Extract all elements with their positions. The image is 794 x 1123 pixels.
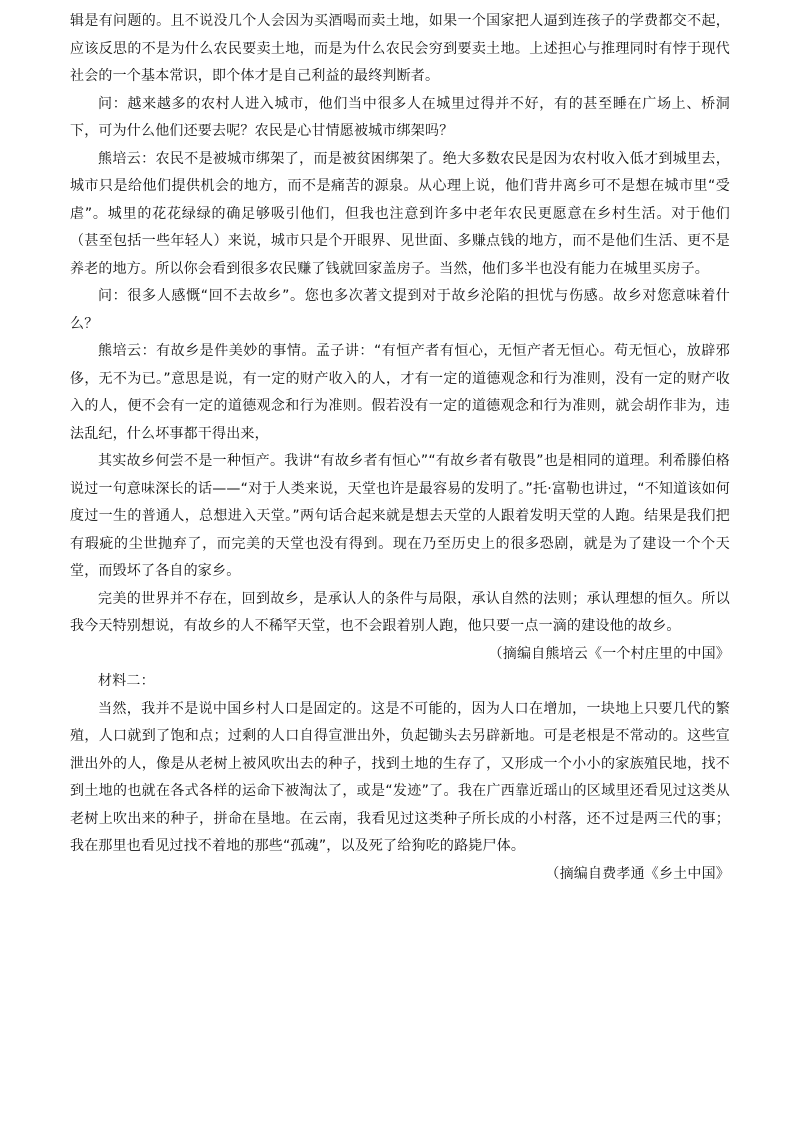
document-page bbox=[70, 8, 730, 888]
paragraph-perfect-world: 完美的世界并不存在，回到故乡，是承认人的条件与局限，承认自然的法则；承认理想的恒久。所以我今天特别想说，有故乡的人不稀罕天堂，也不会跟着别人跑，他只要一点一滴的建设他的故乡。 bbox=[70, 590, 730, 634]
material-two-heading: 材料二： bbox=[98, 673, 155, 689]
paragraph-answer-hometown: 熊培云：有故乡是件美妙的事情。孟子讲：“有恒产者有恒心，无恒产者无恒心。苟无恒心，放辟邪侈，无不为已。”意思是说，有一定的财产收入的人，才有一定的道德观念和行为准则，没有一定的财产收入的人，便不会有一定的道德观念和行为准则。假若没有一定的道德观念和行为准则，就会胡作非为，违法乱纪，什么坏事都干得出来， bbox=[70, 343, 730, 442]
source-citation-2: （摘编自费孝通《乡土中国》 bbox=[545, 865, 730, 882]
paragraph-question-city: 问：越来越多的农村人进入城市，他们当中很多人在城里过得并不好，有的甚至睡在广场上、桥洞下，可为什么他们还要去呢？农民是心甘情愿被城市绑架吗？ bbox=[70, 95, 730, 139]
paragraph-hometown-property: 其实故乡何尝不是一种恒产。我讲“有故乡者有恒心”“有故乡者有敬畏”也是相同的道理。利希滕伯格说过一句意味深长的话——“对于人类来说，天堂也许是最容易的发明了。”托·富勒也讲过，“不知道该如何度过一生的普通人，总想进入天堂。”两句话合起来就是想去天堂的人跟着发明天堂的人跑。结果是我们把有瑕疵的尘世抛弃了，而完美的天堂也没有得到。现在乃至历史上的很多恐剧，就是为了建设一个个天堂，而毁坏了各自的家乡。 bbox=[70, 453, 730, 579]
paragraph-question-hometown: 问：很多人感慨“回不去故乡”。您也多次著文提到对于故乡沦陷的担忧与伤感。故乡对您意味着什么？ bbox=[70, 288, 730, 332]
paragraph-rural-population: 当然，我并不是说中国乡村人口是固定的。这是不可能的，因为人口在增加，一块地上只要几代的繁殖，人口就到了饱和点；过剩的人口自得宣泄出外，负起锄头去另辟新地。可是老根是不常动的。这些宣泄出外的人，像是从老树上被风吹出去的种子，找到土地的生存了，又形成一个小小的家族殖民地，找不到土地的也就在各式各样的运命下被淘汰了，或是“发迹”了。我在广西靠近瑶山的区域里还看见过这类从老树上吹出来的种子，拼命在垦地。在云南，我看见过这类种子所长成的小村落，还不过是两三代的事；我在那里也看见过找不着地的那些“孤魂”，以及死了给狗吃的路毙尸体。 bbox=[70, 700, 730, 854]
paragraph-answer-city: 熊培云：农民不是被城市绑架了，而是被贫困绑架了。绝大多数农民是因为农村收入低才到城里去，城市只是给他们提供机会的地方，而不是痛苦的源泉。从心理上说，他们背井离乡可不是想在城市里“受虐”。城里的花花绿绿的确足够吸引他们，但我也注意到许多中老年农民更愿意在乡村生活。对于他们（甚至包括一些年轻人）来说，城市只是个开眼界、见世面、多赚点钱的地方，而不是他们生活、更不是养老的地方。所以你会看到很多农民赚了钱就回家盖房子。当然，他们多半也没有能力在城里买房子。 bbox=[70, 150, 730, 277]
source-citation-1: （摘编自熊培云《一个村庄里的中国》 bbox=[488, 645, 730, 662]
paragraph-continuation: 辑是有问题的。且不说没几个人会因为买酒喝而卖土地，如果一个国家把人逼到连孩子的学费都交不起，应该反思的不是为什么农民要卖土地，而是为什么农民会穷到要卖土地。上述担心与推理同时有悖于现代社会的一个基本常识，即个体才是自己利益的最终判断者。 bbox=[70, 13, 730, 84]
